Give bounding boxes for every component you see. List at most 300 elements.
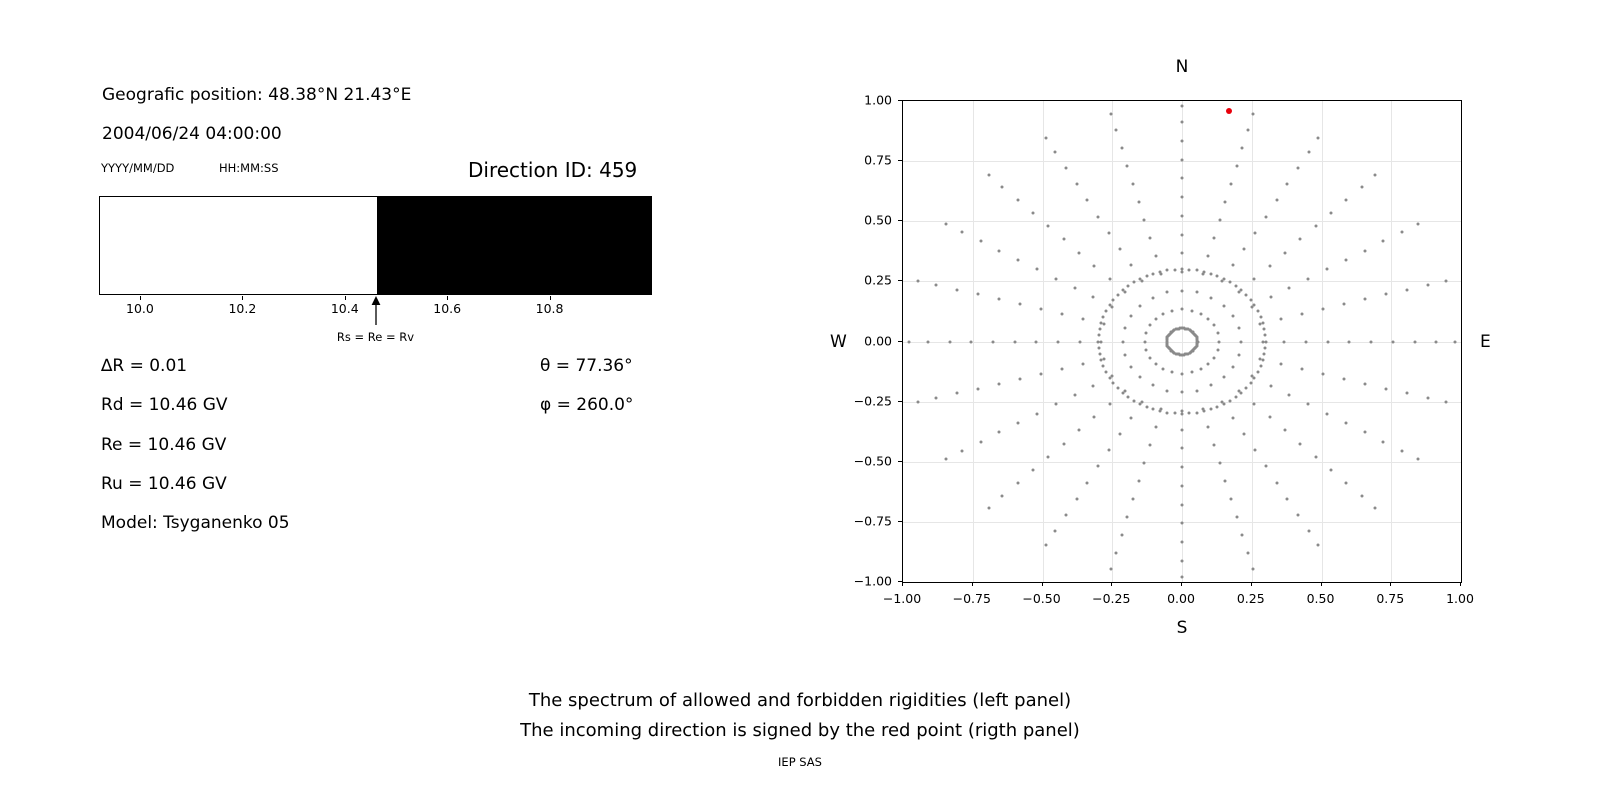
direction-point: [1139, 304, 1142, 307]
direction-point: [1283, 340, 1286, 343]
direction-point: [1249, 381, 1252, 384]
direction-point: [1181, 105, 1184, 108]
direction-point: [1001, 495, 1004, 498]
direction-point: [1229, 399, 1232, 402]
spectrum-plot-area: [99, 196, 652, 295]
direction-point: [1345, 482, 1348, 485]
direction-point: [1054, 403, 1057, 406]
direction-point: [1218, 219, 1221, 222]
x-tick-label: −0.25: [1092, 591, 1131, 606]
direction-point: [1370, 340, 1373, 343]
direction-point: [1019, 303, 1022, 306]
direction-point: [1210, 296, 1213, 299]
y-tick-mark: [898, 401, 902, 402]
direction-point: [1240, 289, 1243, 292]
direction-point: [1213, 237, 1216, 240]
x-tick-label: 0.00: [1167, 591, 1195, 606]
direction-point: [1179, 327, 1182, 330]
direction-point: [1286, 183, 1289, 186]
direction-point: [1384, 387, 1387, 390]
param-rd: Rd = 10.46 GV: [101, 395, 228, 415]
direction-point: [1097, 465, 1100, 468]
direction-point: [1256, 310, 1259, 313]
direction-point: [1264, 340, 1267, 343]
direction-point: [1181, 559, 1184, 562]
gridline-horizontal: [903, 402, 1461, 403]
direction-point: [956, 392, 959, 395]
direction-point: [1300, 368, 1303, 371]
spectrum-tick-mark: [345, 296, 346, 300]
direction-point: [1173, 268, 1176, 271]
direction-point: [1121, 391, 1124, 394]
direction-point: [1073, 393, 1076, 396]
direction-point: [1218, 461, 1221, 464]
direction-point: [1288, 287, 1291, 290]
rigidity-spectrum-panel: [0, 0, 760, 660]
direction-point: [1148, 443, 1151, 446]
y-tick-mark: [898, 341, 902, 342]
y-tick-label: −1.00: [853, 573, 892, 589]
direction-point: [1232, 315, 1235, 318]
direction-point: [1143, 219, 1146, 222]
direction-point: [1245, 386, 1248, 389]
direction-point: [1284, 251, 1287, 254]
direction-point: [1216, 275, 1219, 278]
direction-point: [1103, 358, 1106, 361]
direction-point: [1297, 166, 1300, 169]
direction-point: [1151, 384, 1154, 387]
direction-point: [1249, 299, 1252, 302]
spectrum-segment-forbidden: [377, 197, 653, 294]
direction-point: [1054, 277, 1057, 280]
direction-point: [1299, 442, 1302, 445]
direction-point: [1239, 340, 1242, 343]
date-format-hint: YYYY/MM/DD: [101, 161, 175, 175]
direction-point: [977, 387, 980, 390]
direction-point: [998, 431, 1001, 434]
direction-point: [1103, 322, 1106, 325]
direction-point: [1100, 359, 1103, 362]
direction-point: [1417, 222, 1420, 225]
direction-point: [1382, 440, 1385, 443]
direction-point: [1263, 353, 1266, 356]
direction-point: [1224, 479, 1227, 482]
direction-point: [1234, 285, 1237, 288]
direction-point: [1314, 225, 1317, 228]
direction-point: [1145, 332, 1148, 335]
direction-point: [1232, 416, 1235, 419]
direction-point: [1116, 294, 1119, 297]
direction-point: [1092, 296, 1095, 299]
direction-point: [1232, 365, 1235, 368]
spectrum-tick-label: 10.6: [433, 301, 462, 316]
direction-point: [1126, 164, 1129, 167]
direction-point: [1297, 514, 1300, 517]
direction-point: [1202, 270, 1205, 273]
direction-point: [1159, 270, 1162, 273]
figure-caption: [0, 686, 1600, 746]
direction-point: [1115, 552, 1118, 555]
direction-point: [1111, 305, 1114, 308]
direction-point: [1097, 340, 1100, 343]
direction-point: [1122, 340, 1125, 343]
direction-point: [1102, 365, 1105, 368]
direction-point: [1139, 376, 1142, 379]
direction-point: [1120, 534, 1123, 537]
direction-point: [1129, 315, 1132, 318]
direction-point: [1145, 405, 1148, 408]
direction-point: [1035, 340, 1038, 343]
direction-point: [1017, 422, 1020, 425]
x-tick-mark: [972, 582, 973, 586]
direction-point: [1345, 198, 1348, 201]
direction-point: [1148, 356, 1151, 359]
direction-point: [1196, 389, 1199, 392]
direction-point: [960, 230, 963, 233]
direction-point: [1426, 283, 1429, 286]
direction-point: [1031, 468, 1034, 471]
direction-point: [1108, 304, 1111, 307]
x-tick-label: −1.00: [882, 591, 922, 606]
direction-point: [1264, 215, 1267, 218]
direction-point: [1240, 391, 1243, 394]
direction-point: [1162, 368, 1165, 371]
direction-point: [1061, 312, 1064, 315]
x-tick-mark: [1042, 582, 1043, 586]
direction-point: [1261, 359, 1264, 362]
direction-point: [1373, 506, 1376, 509]
direction-point: [1207, 317, 1210, 320]
direction-point: [1036, 412, 1039, 415]
y-tick-mark: [898, 521, 902, 522]
y-tick-mark: [898, 220, 902, 221]
direction-point: [1145, 348, 1148, 351]
direction-point: [1209, 408, 1212, 411]
x-tick-label: −0.50: [1022, 591, 1061, 606]
direction-point: [1062, 238, 1065, 241]
direction-point: [1256, 370, 1259, 373]
direction-point: [1181, 540, 1184, 543]
direction-point: [1264, 465, 1267, 468]
direction-point: [1261, 321, 1264, 324]
direction-point: [1064, 166, 1067, 169]
direction-point: [1181, 372, 1184, 375]
y-tick-mark: [898, 100, 902, 101]
direction-point: [1126, 516, 1129, 519]
direction-point: [1047, 455, 1050, 458]
direction-point: [1253, 402, 1256, 405]
direction-point: [1093, 264, 1096, 267]
direction-point: [1143, 340, 1146, 343]
gridline-horizontal: [903, 281, 1461, 282]
direction-point: [1159, 410, 1162, 413]
direction-point: [1108, 231, 1111, 234]
x-tick-mark: [1251, 582, 1252, 586]
direction-point: [1108, 278, 1111, 281]
direction-point: [1181, 522, 1184, 525]
direction-point: [1286, 497, 1289, 500]
direction-point: [1325, 268, 1328, 271]
datetime-text: 2004/06/24 04:00:00: [102, 124, 282, 144]
direction-point: [1253, 304, 1256, 307]
direction-point: [1119, 433, 1122, 436]
direction-point: [935, 397, 938, 400]
x-tick-mark: [902, 582, 903, 586]
direction-point: [1232, 264, 1235, 267]
direction-point: [1124, 327, 1127, 330]
spectrum-tick-label: 10.4: [330, 301, 359, 316]
direction-point: [1120, 146, 1123, 149]
direction-point: [1284, 429, 1287, 432]
direction-point: [1373, 174, 1376, 177]
direction-point: [1082, 317, 1085, 320]
direction-point: [917, 279, 920, 282]
x-tick-label: −0.75: [952, 591, 991, 606]
direction-point: [1078, 340, 1081, 343]
direction-point: [1031, 212, 1034, 215]
direction-point: [1181, 412, 1184, 415]
direction-point: [1013, 340, 1016, 343]
direction-point: [1344, 258, 1347, 261]
direction-point: [1195, 411, 1198, 414]
direction-point: [1115, 128, 1118, 131]
direction-point: [1360, 185, 1363, 188]
direction-point: [1268, 416, 1271, 419]
direction-point: [1253, 376, 1256, 379]
direction-point: [1148, 324, 1151, 327]
direction-point: [1108, 376, 1111, 379]
x-tick-label: 1.00: [1446, 591, 1474, 606]
direction-point: [1145, 275, 1148, 278]
direction-point: [1259, 365, 1262, 368]
direction-point: [1216, 348, 1219, 351]
direction-point: [1132, 183, 1135, 186]
y-tick-mark: [898, 160, 902, 161]
direction-point: [1064, 514, 1067, 517]
x-tick-mark: [1321, 582, 1322, 586]
direction-point: [1152, 408, 1155, 411]
direction-point: [1181, 466, 1184, 469]
direction-point: [1181, 271, 1184, 274]
direction-point: [1243, 433, 1246, 436]
x-tick-label: 0.75: [1376, 591, 1405, 606]
direction-point: [1360, 495, 1363, 498]
direction-point: [944, 458, 947, 461]
direction-point: [1040, 373, 1043, 376]
direction-point: [1019, 377, 1022, 380]
direction-point: [1166, 411, 1169, 414]
param-phi: φ = 260.0°: [540, 395, 634, 415]
direction-point: [1235, 516, 1238, 519]
direction-point: [1105, 370, 1108, 373]
direction-point: [1246, 552, 1249, 555]
direction-point: [1154, 255, 1157, 258]
direction-point: [1112, 381, 1115, 384]
direction-point: [1279, 363, 1282, 366]
direction-point: [1047, 225, 1050, 228]
direction-point: [1269, 384, 1272, 387]
direction-point: [1119, 247, 1122, 250]
direction-point: [1314, 455, 1317, 458]
direction-point: [1129, 264, 1132, 267]
compass-north-label: N: [1175, 57, 1189, 77]
direction-point: [1181, 289, 1184, 292]
direction-point: [1181, 196, 1184, 199]
direction-point: [1344, 422, 1347, 425]
direction-point: [1075, 183, 1078, 186]
direction-point: [1222, 376, 1225, 379]
direction-point: [1082, 363, 1085, 366]
direction-point: [1181, 252, 1184, 255]
credit-text: IEP SAS: [778, 755, 822, 769]
direction-point: [908, 340, 911, 343]
direction-point: [1207, 363, 1210, 366]
direction-point: [1190, 371, 1193, 374]
direction-point: [1222, 278, 1225, 281]
y-tick-label: −0.50: [853, 453, 892, 469]
direction-point: [1413, 340, 1416, 343]
direction-point: [1229, 497, 1232, 500]
direction-point: [1110, 567, 1113, 570]
y-tick-label: 0.00: [864, 333, 892, 348]
direction-point: [1229, 281, 1232, 284]
compass-west-label: W: [830, 332, 847, 352]
direction-point: [1363, 382, 1366, 385]
direction-point: [1171, 371, 1174, 374]
direction-point: [979, 240, 982, 243]
direction-point: [1062, 442, 1065, 445]
direction-point: [1097, 215, 1100, 218]
direction-point: [1098, 327, 1101, 330]
direction-point: [1275, 199, 1278, 202]
direction-point: [1391, 340, 1394, 343]
y-tick-label: −0.25: [853, 393, 892, 409]
direction-point: [1139, 278, 1142, 281]
direction-point: [1251, 113, 1254, 116]
direction-point: [1321, 373, 1324, 376]
direction-point: [1417, 458, 1420, 461]
direction-point: [1253, 278, 1256, 281]
direction-point: [1086, 199, 1089, 202]
direction-point: [1111, 375, 1114, 378]
direction-point: [1181, 268, 1184, 271]
gridline-horizontal: [903, 221, 1461, 222]
direction-point: [1317, 136, 1320, 139]
x-tick-mark: [1181, 582, 1182, 586]
direction-point: [1053, 530, 1056, 533]
direction-point: [1253, 231, 1256, 234]
direction-point: [1382, 240, 1385, 243]
direction-point: [1190, 309, 1193, 312]
direction-point: [1132, 399, 1135, 402]
direction-point: [1384, 293, 1387, 296]
direction-point: [1224, 201, 1227, 204]
direction-point: [1245, 294, 1248, 297]
direction-point: [1154, 317, 1157, 320]
direction-point: [1181, 233, 1184, 236]
y-tick-label: 0.75: [864, 152, 892, 168]
direction-point: [1326, 340, 1329, 343]
direction-point: [1137, 479, 1140, 482]
direction-point: [1321, 307, 1324, 310]
direction-point: [1097, 334, 1100, 337]
direction-point: [948, 340, 951, 343]
direction-point: [1196, 291, 1199, 294]
param-ru: Ru = 10.46 GV: [101, 474, 227, 494]
caption-line-2: The incoming direction is signed by the red point (rigth panel): [520, 720, 1080, 741]
direction-point: [1401, 450, 1404, 453]
direction-point: [1154, 363, 1157, 366]
spectrum-tick-mark: [242, 296, 243, 300]
direction-map-plot-area: [902, 100, 1462, 583]
direction-point: [1237, 353, 1240, 356]
direction-point: [1036, 268, 1039, 271]
direction-point: [1401, 230, 1404, 233]
direction-point: [1124, 353, 1127, 356]
direction-point: [1305, 340, 1308, 343]
direction-point: [1275, 481, 1278, 484]
direction-point: [1044, 136, 1047, 139]
direction-point: [1001, 185, 1004, 188]
spectrum-tick-label: 10.8: [535, 301, 564, 316]
direction-point: [1253, 449, 1256, 452]
direction-point: [988, 506, 991, 509]
direction-point: [1173, 412, 1176, 415]
direction-point: [1241, 146, 1244, 149]
direction-point: [1181, 214, 1184, 217]
direction-point: [1075, 497, 1078, 500]
direction-point: [1202, 410, 1205, 413]
direction-point: [1199, 368, 1202, 371]
direction-point: [1127, 285, 1130, 288]
y-tick-mark: [898, 280, 902, 281]
direction-point: [1218, 340, 1221, 343]
direction-point: [1016, 198, 1019, 201]
direction-point: [1143, 461, 1146, 464]
direction-point: [977, 293, 980, 296]
x-tick-label: 0.50: [1306, 591, 1335, 606]
direction-point: [1435, 340, 1438, 343]
direction-point: [1241, 534, 1244, 537]
direction-point: [1139, 402, 1142, 405]
direction-point: [1216, 405, 1219, 408]
spectrum-tick-mark: [447, 296, 448, 300]
param-model: Model: Tsyganenko 05: [101, 513, 290, 533]
direction-point: [1181, 391, 1184, 394]
direction-point: [1162, 312, 1165, 315]
direction-point: [917, 401, 920, 404]
direction-point: [988, 174, 991, 177]
direction-point: [1269, 296, 1272, 299]
time-format-hint: HH:MM:SS: [219, 161, 279, 175]
direction-point: [1129, 365, 1132, 368]
direction-point: [1263, 327, 1266, 330]
direction-point: [1264, 346, 1267, 349]
direction-point: [1444, 401, 1447, 404]
direction-point: [1160, 273, 1163, 276]
direction-point: [1132, 281, 1135, 284]
direction-point: [1234, 395, 1237, 398]
direction-point: [1077, 429, 1080, 432]
direction-point: [1453, 340, 1456, 343]
direction-point: [1251, 567, 1254, 570]
direction-point: [1188, 412, 1191, 415]
gridline-horizontal: [903, 462, 1461, 463]
direction-point: [1207, 255, 1210, 258]
direction-point: [1093, 416, 1096, 419]
direction-point: [1148, 237, 1151, 240]
direction-point: [1195, 269, 1198, 272]
